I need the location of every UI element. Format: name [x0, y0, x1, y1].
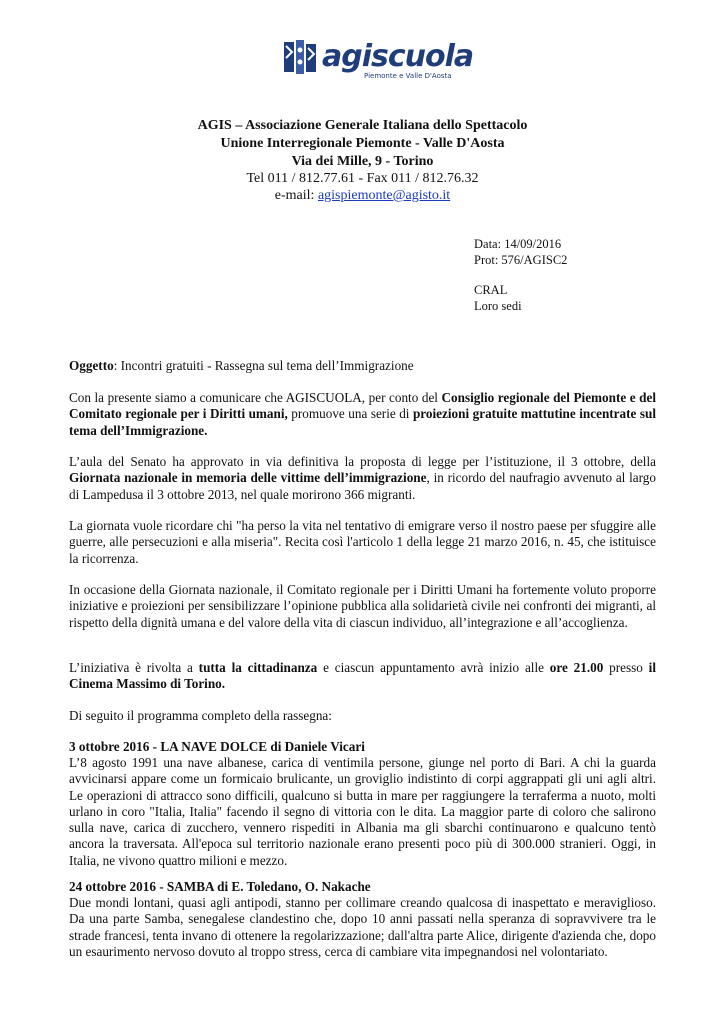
- p5-text-c: e ciascun appuntamento avrà inizio alle: [317, 660, 550, 675]
- logo-wordmark: agiscuola: [322, 39, 474, 74]
- p1-text-c: promuove una serie di: [287, 406, 413, 422]
- logo-emblem-icon: [282, 38, 320, 78]
- film-title-2: 24 ottobre 2016 - SAMBA di E. Toledano, O. Nakache: [69, 879, 371, 894]
- p5-bold-b: tutta la cittadinanza: [198, 660, 318, 675]
- header-email-line: [60, 187, 665, 205]
- email-link[interactable]: agispiemonte@agisto.it: [317, 188, 451, 203]
- subject-text: : Incontri gratuiti - Rassegna sul tema dell’Immigrazione: [113, 358, 414, 373]
- film-description-2: Due mondi lontani, quasi agli antipodi, stanno per collimare creando qualcosa di inaspettato e meraviglioso. Da una parte Samba, senegalese clandestino che, dopo 10 anni passati nella speranza di sopravvivere tra le strade francesi, tenta invano di ottenere la regolarizzazione; dall'altra parte Alice, dirigente d'azienda che, dopo un esaurimento nervoso dovuto al troppo stress, cerca di cambiare vita impegnandosi nel volontariato.: [69, 895, 656, 959]
- paragraph-intro: [69, 390, 656, 439]
- header-org-name: AGIS – Associazione Generale Italiana dello Spettacolo: [197, 118, 528, 133]
- film-title-1: 3 ottobre 2016 - LA NAVE DOLCE di Daniele Vicari: [69, 739, 365, 754]
- p1-text-a: Con la presente siamo a comunicare che AGISCUOLA, per conto del: [69, 390, 442, 405]
- p5-text-e: presso: [603, 660, 649, 675]
- agiscuola-logo: [282, 38, 474, 84]
- email-label: e-mail:: [274, 188, 318, 203]
- p2-bold-b: Giornata nazionale in memoria delle vittime dell’immigrazione: [69, 470, 427, 486]
- paragraph-giornata: La giornata vuole ricordare chi "ha perso la vita nel tentativo di emigrare verso il nostro paese per sfuggire alle guerre, alle persecuzioni e alla miseria". Recita così l'articolo 1 della legge 21 marzo 2016, n. 45, che istituisce la ricorrenza.: [69, 518, 656, 566]
- p2-text-a: L’aula del Senato ha approvato in via definitiva la proposta di legge per l’istituzione, il 3 ottobre, della: [69, 454, 656, 469]
- paragraph-comitato: In occasione della Giornata nazionale, il Comitato regionale per i Diritti Umani ha fortemente voluto proporre iniziative e proiezioni per sensibilizzare l’opinione pubblica alla solidarietà civile nei confronti dei migranti, al rispetto della dignità umana e del valore della vita di ciascun individuo, all’integrazione e all’accoglienza.: [69, 582, 656, 630]
- header-address: Via dei Mille, 9 - Torino: [291, 154, 434, 169]
- film-description-1: L’8 agosto 1991 una nave albanese, carica di ventimila persone, giunge nel porto di Bari. A chi la guarda avvicinarsi appare come un formicaio brulicante, un groviglio indistinto di corpi aggrappati gli uni agli altri. Le operazioni di attracco sono difficili, qualcuno si butta in mare per raggiungere la terraferma a nuoto, molti urlano in coro "Italia, Italia" facendo il segno di vittoria con le dita. La maggior parte di coloro che salirono sulla nave, carica di zucchero, vennero rispediti in Albania ma gli sbarchi continuarono e qualcuno tentò ancora la traversata. All'epoca sul territorio nazionale erano presenti poco più di 300.000 stranieri. Oggi, in Italia, ne vivono quattro milioni e mezzo.: [69, 755, 656, 868]
- p1-bold-d: proiezioni gratuite mattutine incentrate sul tema dell’Immigrazione.: [69, 406, 656, 438]
- header-phone: Tel 011 / 812.77.61 - Fax 011 / 812.76.32: [246, 171, 479, 186]
- p5-bold-d: ore 21.00: [549, 660, 604, 675]
- paragraph-senate: [69, 454, 656, 503]
- p5-bold-f: il Cinema Massimo di Torino.: [69, 660, 656, 692]
- paragraph-programma: Di seguito il programma completo della rassegna:: [69, 708, 332, 723]
- p5-text-a: L’iniziativa è rivolta a: [69, 660, 199, 675]
- paragraph-iniziativa: [69, 660, 656, 693]
- logo-subtitle: Piemonte e Valle D'Aosta: [364, 72, 452, 80]
- subject-line: [69, 358, 656, 374]
- protocol-field: Prot: 576/AGISC2: [474, 253, 568, 267]
- p2-text-c: , in ricordo del naufragio avvenuto al largo di Lampedusa il 3 ottobre 2013, nel quale morirono 366 migranti.: [69, 470, 656, 502]
- subject-label: Oggetto: [69, 358, 114, 373]
- p1-bold-b: Consiglio regionale del Piemonte e del Comitato regionale per i Diritti umani,: [69, 390, 656, 422]
- recipient-line-1: CRAL: [474, 283, 508, 297]
- recipient-line-2: Loro sedi: [474, 299, 522, 313]
- date-field: Data: 14/09/2016: [474, 237, 562, 251]
- header-union: Unione Interregionale Piemonte - Valle D'Aosta: [220, 136, 505, 151]
